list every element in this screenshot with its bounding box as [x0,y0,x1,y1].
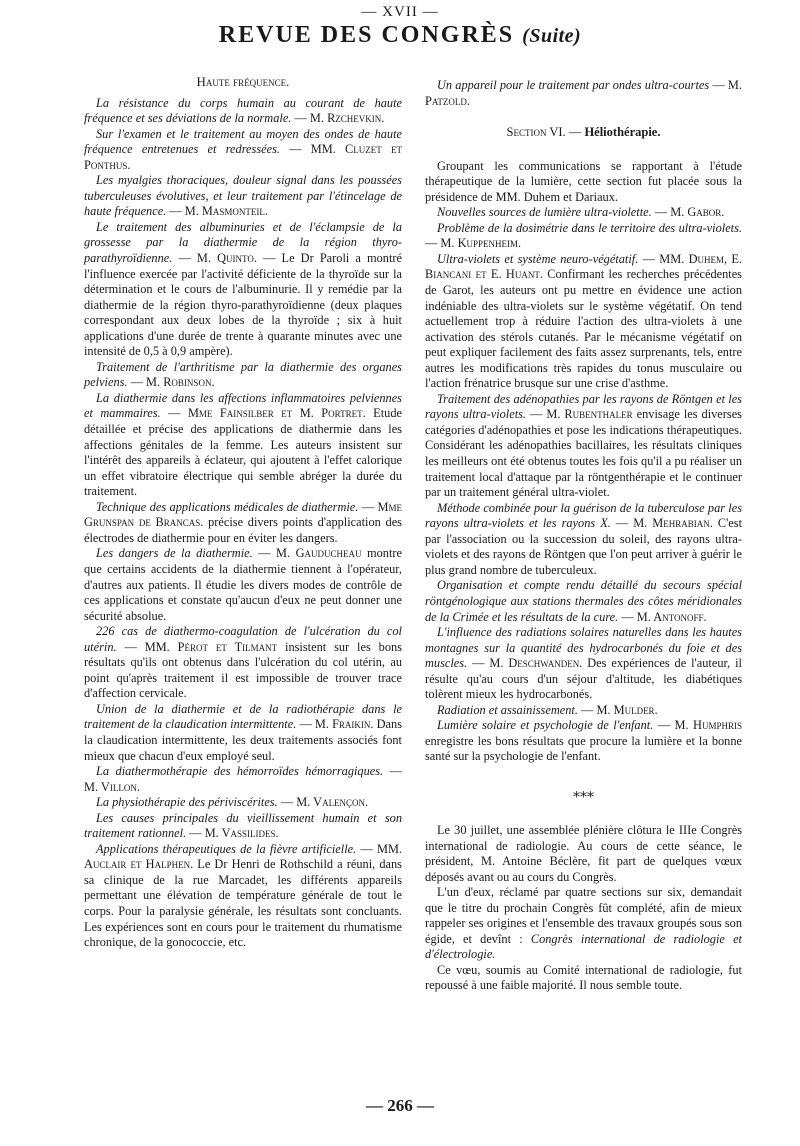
entry-villon: La diathermothérapie des hémorroïdes hémorragiques. — M. Villon. [84,764,402,794]
page-number: — 266 — [366,1096,434,1115]
entry-mulder: Radiation et assainissement. — M. Mulder. [437,702,658,717]
entry-quinto: Le traitement des albuminuries et de l'éclampsie de la grossesse par la diathermie de la région thyro-parathyroïdienne. — M. Quinto. — Le Dr Paroli a montré l'influence exercée par l'activité déficiente de la thyroïde sur la détermination et le cours de l'albuminurie. Il y remédie par la diathermie de la région thyro-parathyroïdienne (deux plaques correspondant aux deux lobes de la thyroïde ; six à huit applications d'une durée de trente à quarante minutes avec une intensité de 0,5 à 0,9 ampère). [84,219,402,359]
entry-auclair: Applications thérapeutiques de la fièvre artificielle. — MM. Auclair et Halphen. Le Dr Henri de Rothschild a réuni, dans sa clinique de la rue Marcadet, les différents appareils permettant une élévation de température générale de tout le corps. Pour la paralysie générale, les résultats sont concluants. Les expériences sont en cours pour le traitement du rhumatisme chronique, de la gonococcie, etc. [84,841,403,950]
entry-cluzet: Sur l'examen et le traitement au moyen des ondes de haute fréquence entretenues et redressées. — MM. Cluzet et Ponthus. [84,126,403,172]
right-column [425,78,742,994]
entry-deschwanden: L'influence des radiations solaires naturelles dans les hautes montagnes sur la quantité des hydrocarbonés du foie et des muscles. — M. Deschwanden. Des expériences de l'auteur, il résulte qu'au cours d'un séjour d'altitude, les diabétiques tolèrent mieux les hydrocarbonés. [425,625,742,702]
entry-30-juillet: Le 30 juillet, une assemblée plénière clôtura le IIIe Congrès international de radiologie. Au cours de cette séance, le président, M. Antoine Béclère, fit part de quelques vœux déposés avant ou au cours du Congrès. [425,822,742,884]
roman-page-number: — XVII — [361,4,439,20]
left-column [84,72,402,951]
entry-patzold: Un appareil pour le traitement par ondes ultra-courtes — M. Patzold. [425,78,742,108]
asterism-divider: ⁎⁎⁎ [573,785,594,801]
entry-mehrabian: Méthode combinée pour la guérison de la tuberculose par les rayons ultra-violets et les rayons X. — M. Mehrabian. C'est par l'association ou la succession du soleil, des rayons ultra-violets et des rayons de Röntgen que l'on peut arriver à guérir le plus grand nombre de tuberculeux. [425,500,743,577]
entry-ce-voeu: Ce vœu, soumis au Comité international de radiologie, fut repoussé à une faible majorité. Il nous semble toute. [425,962,742,993]
entry-vassilides: Les causes principales du vieillissement humain et son traitement rationnel. — M. Vassilides. [84,810,402,841]
entry-robinson: Traitement de l'arthritisme par la diathermie des organes pelviens. — M. Robinson. [84,359,402,390]
entry-groupant: Groupant les communications se rapportant à l'étude thérapeutique de la lumière, cette section fut placée sous la présidence de MM. Duhem et Dariaux. [425,158,742,204]
section-head-heliotherapie: Section VI. — Héliothérapie. [506,125,661,140]
section-head-haute-frequence: Haute fréquence. [196,74,290,89]
entry-grunspan: Technique des applications médicales de diathermie. — Mme Grunspan de Brancas. précise divers points d'application des électrodes de diathermie pour en éviter les dangers. [84,499,402,545]
page-title [0,22,800,49]
title-suite: (Suite) [522,25,582,47]
entry-fainsilber: La diathermie dans les affections inflammatoires pelviennes et mammaires. — Mme Fainsilber et M. Portret. Etude détaillée et précise des applications de diathermie dans les affections génitales de la femme. Les auteurs insistent sur l'intérêt des appareils à éclateur, qui ajoutent à l'effet calorique un effet vibratoire électrique qui semble abréger la durée du traitement. [84,390,402,499]
entry-humphris: Lumière solaire et psychologie de l'enfant. — M. Humphris enregistre les bons résultats que procure la lumière et la bonne santé sur la psychologie de l'enfant. [425,718,742,764]
entry-rzchevkin: La résistance du corps humain au courant de haute fréquence et ses déviations de la normale. — M. Rzchevkin. [84,95,402,126]
entry-lun-deux: L'un d'eux, réclamé par quatre sections sur six, demandait que le titre du prochain Congrès fût complété, afin de mieux rappeler ses origines et l'ensemble des travaux groupés sous son égide, et devînt : Congrès international de radiologie et d'électrologie. [425,885,742,962]
entry-gabor: Nouvelles sources de lumière ultra-violette. — M. Gabor. [437,205,725,220]
entry-masmonteil: Les myalgies thoraciques, douleur signal dans les poussées tuberculeuses évolutives, et leur traitement par l'étincelage de haute fréquence. — M. Masmonteil. [84,173,402,219]
entry-gauducheau: Les dangers de la diathermie. — M. Gauducheau montre que certains accidents de la diathermie tiennent à l'opérateur, d'autres aux patients. Il étudie les divers modes de contrôle de ces applications et constate qu'aucun d'eux ne peut donner une sécurité absolue. [84,546,402,623]
entry-antonoff: Organisation et compte rendu détaillé du secours spécial röntgénologique aux stations thermales des côtes méridionales de la Crimée et les résultats de la cure. — M. Antonoff. [425,578,742,624]
entry-fraikin: Union de la diathermie et de la radiothérapie dans le traitement de la claudication intermittente. — M. Fraikin. Dans la claudication intermittente, les deux traitements associés font mieux que chacun d'eux employé seul. [84,701,403,763]
entry-kuppenheim: Problème de la dosimétrie dans le territoire des ultra-violets. — M. Kuppenheim. [425,220,742,251]
entry-rubenthaler: Traitement des adénopathies par les rayons de Röntgen et les rayons ultra-violets. — M. Rubenthaler envisage les diverses catégories d'adénopathies et pose les indications thérapeutiques. Considérant les adénopathies bacillaires, les résultats cliniques les meilleurs ont été obtenus toutes les fois qu'il a pu réaliser un traitement local d'attaque par la röntgenthérapie et le continuer par un traitement général ultra-violet. [425,391,742,500]
entry-perot: 226 cas de diathermo-coagulation de l'ulcération du col utérin. — MM. Pérot et Tilmant insistent sur les bons résultats qu'ils ont obtenus dans l'ulcération du col utérin, au point qu'après traitement il est impossible de trouver trace d'affection cervicale. [84,624,402,701]
entry-duhem: Ultra-violets et système neuro-végétatif. — MM. Duhem, E. Biancani et E. Huant. Confirmant les recherches précédentes de Garot, les auteurs ont pu mettre en évidence une action indéniable des ultra-violets sur le système végétatif. On tend actuellement trop à réduire l'action des ultra-violets à une activation des stérols cutanés. Par le mécanisme végétatif on peut expliquer facilement des faits assez surprenants, tels, entre autres les modifications très rapides du tonus musculaire ou l'action frénatrice brusque sur une crise d'asthme. [425,251,743,391]
title-main: REVUE DES CONGRÈS [218,22,515,48]
entry-valencon: La physiothérapie des périviscérites. — M. Valençon. [96,795,369,810]
